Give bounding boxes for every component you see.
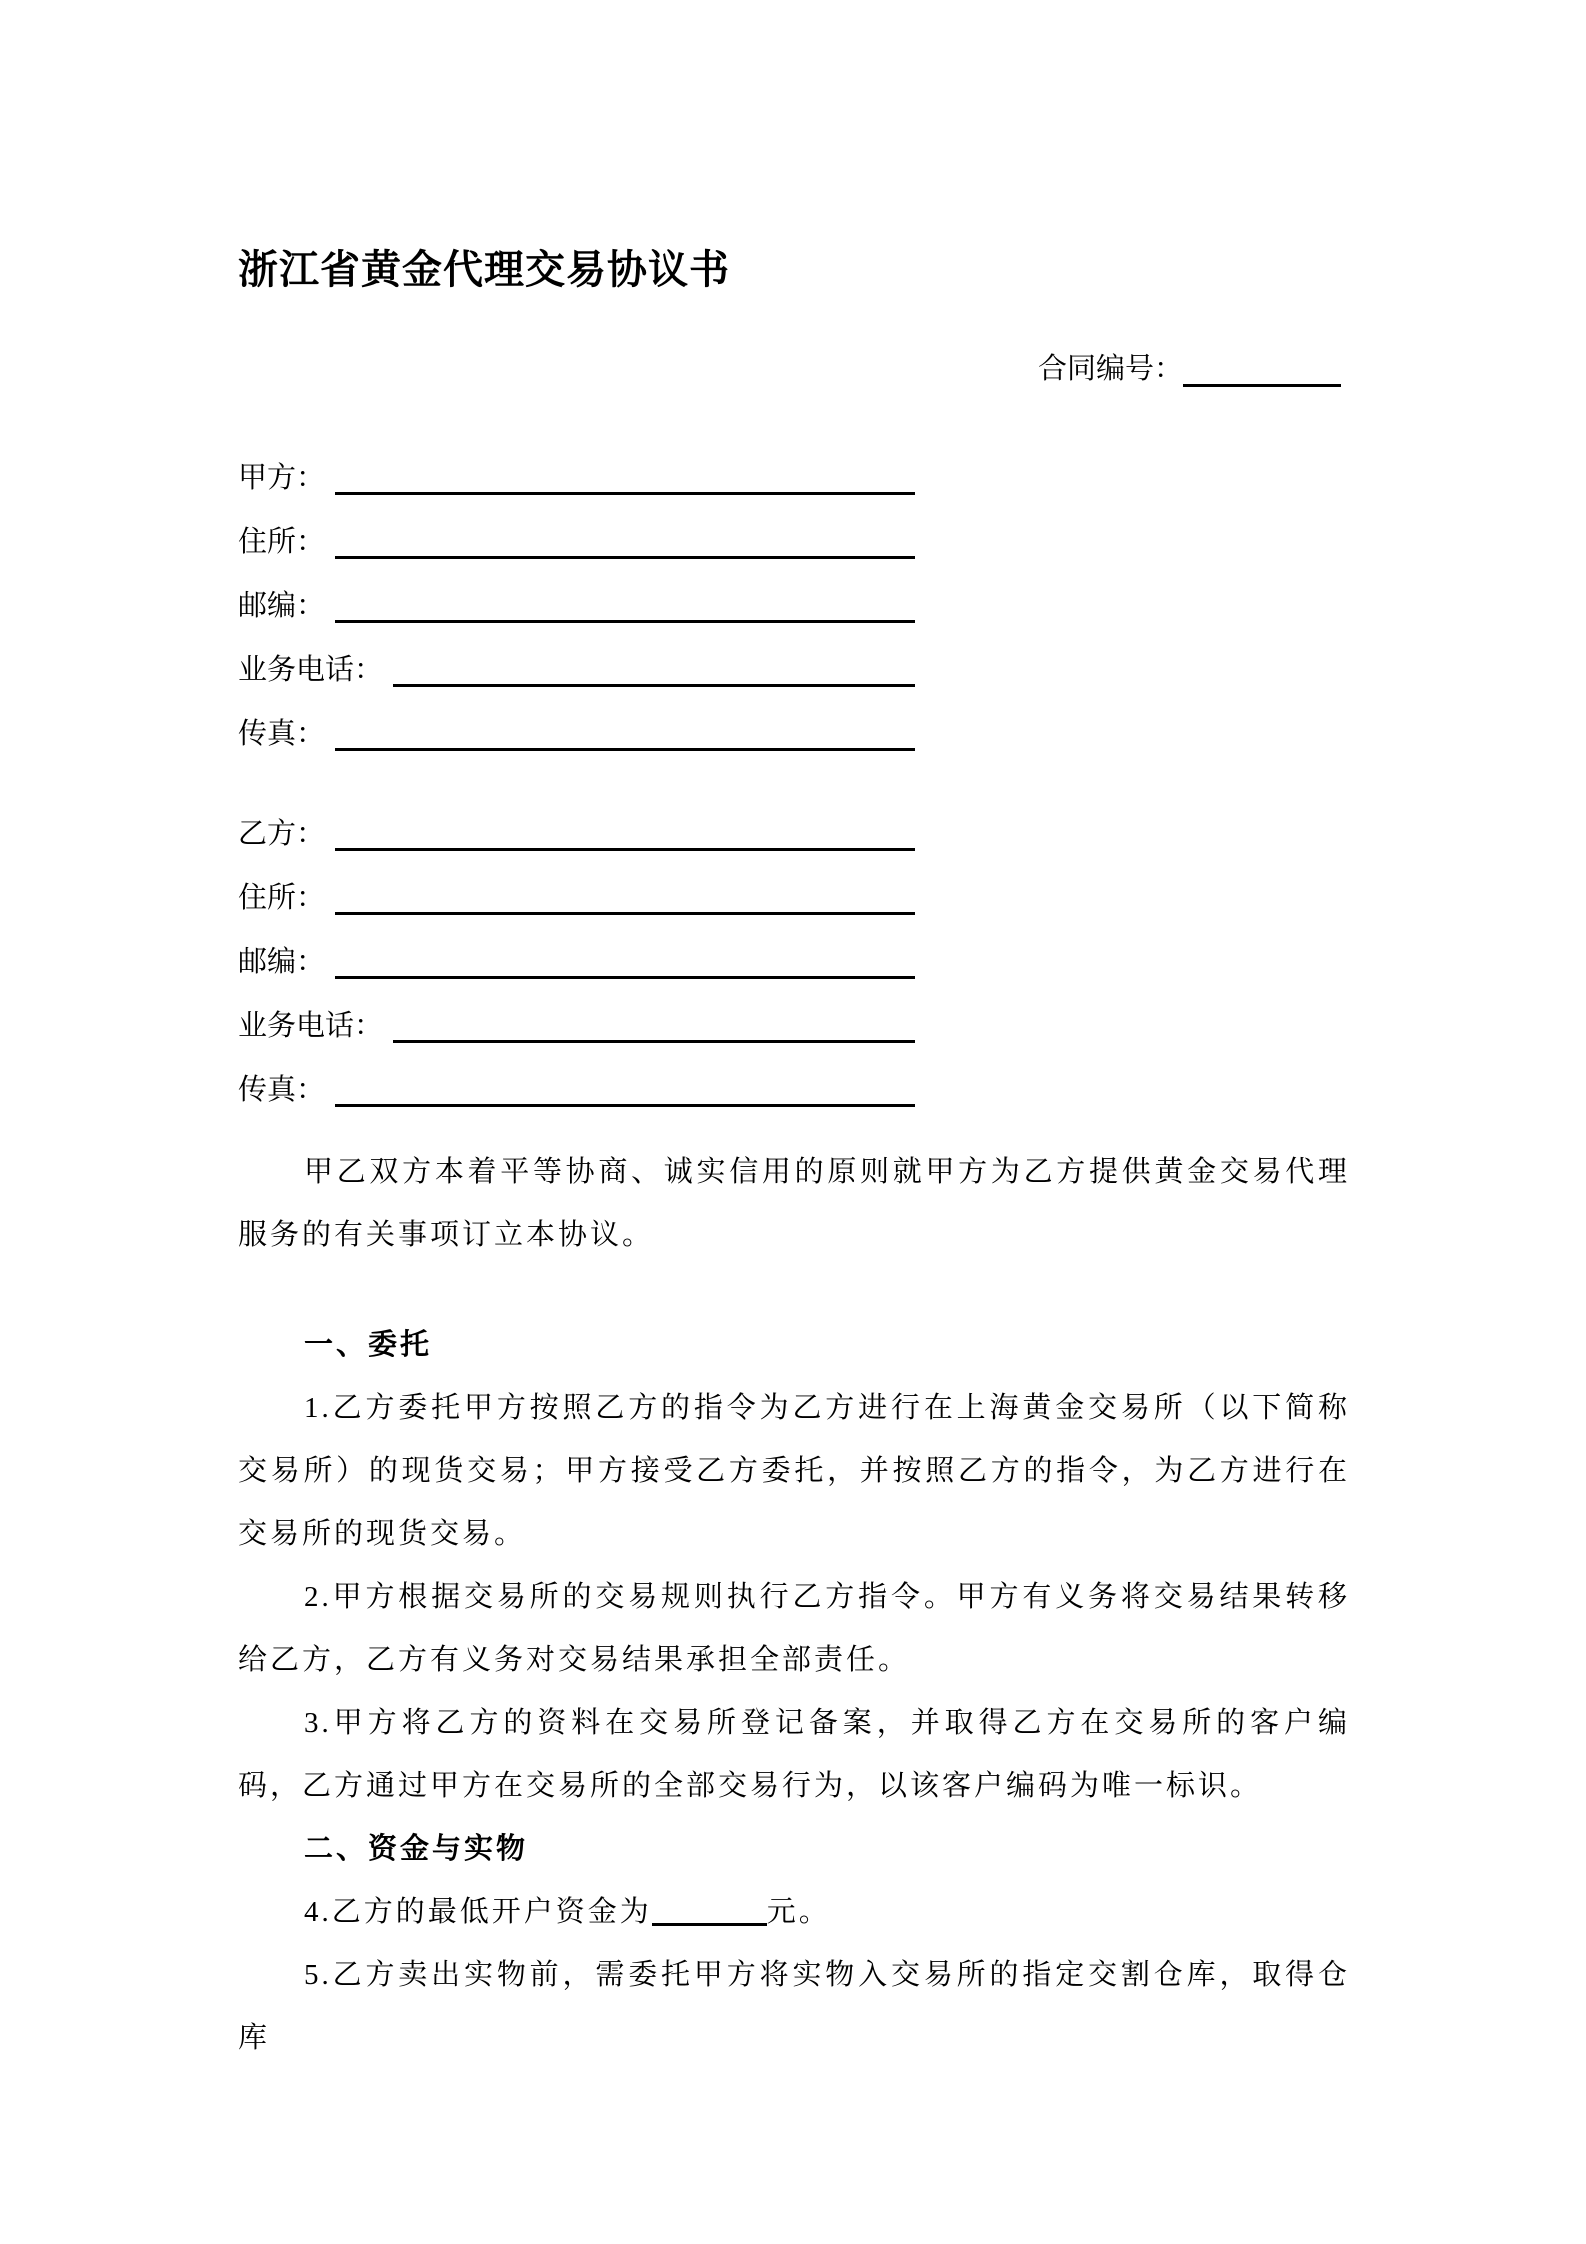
- clause-4-text-before: 4.乙方的最低开户资金为: [304, 1896, 652, 1928]
- intro-paragraph: 甲乙双方本着平等协商、诚实信用的原则就甲方为乙方提供黄金交易代理服务的有关事项订立本协议。: [238, 1156, 1350, 1251]
- party-a-fax-label: 传真：: [238, 718, 326, 750]
- party-b-name-row: [238, 809, 915, 873]
- section-2-heading: 二、资金与实物: [304, 1833, 529, 1865]
- party-a-phone-label: 业务电话：: [238, 654, 384, 686]
- party-a-fax-row: [238, 709, 915, 773]
- party-b-fax-row: [238, 1065, 915, 1129]
- contract-number-row: [1038, 350, 1341, 387]
- contract-number-label: 合同编号：: [1038, 353, 1184, 385]
- party-b-address-row: [238, 873, 915, 937]
- party-b-fax-blank-field[interactable]: [335, 1070, 915, 1107]
- body-text: [238, 1141, 1350, 2070]
- party-b-address-blank-field[interactable]: [335, 878, 915, 915]
- party-b-postcode-blank-field[interactable]: [335, 942, 915, 979]
- party-a-name-label: 甲方：: [238, 462, 326, 494]
- party-a-phone-row: [238, 645, 915, 709]
- party-b-postcode-label: 邮编：: [238, 946, 326, 978]
- party-a-address-label: 住所：: [238, 526, 326, 558]
- party-a-fax-blank-field[interactable]: [335, 714, 915, 751]
- party-b-phone-blank-field[interactable]: [393, 1006, 915, 1043]
- party-b-fields: [238, 809, 915, 1129]
- party-b-address-label: 住所：: [238, 882, 326, 914]
- party-b-phone-row: [238, 1001, 915, 1065]
- party-b-phone-label: 业务电话：: [238, 1010, 384, 1042]
- party-b-postcode-row: [238, 937, 915, 1001]
- contract-number-blank-field[interactable]: [1183, 350, 1341, 387]
- clause-5: 5.乙方卖出实物前，需委托甲方将实物入交易所的指定交割仓库，取得仓库: [238, 1959, 1350, 2054]
- party-a-phone-blank-field[interactable]: [393, 650, 915, 687]
- party-a-address-row: [238, 517, 915, 581]
- party-a-postcode-label: 邮编：: [238, 590, 326, 622]
- party-a-name-row: [238, 453, 915, 517]
- party-b-name-blank-field[interactable]: [335, 814, 915, 851]
- clause-3: 3.甲方将乙方的资料在交易所登记备案，并取得乙方在交易所的客户编码，乙方通过甲方在交易所的全部交易行为，以该客户编码为唯一标识。: [238, 1707, 1350, 1802]
- party-a-address-blank-field[interactable]: [335, 522, 915, 559]
- section-1-heading: 一、委托: [304, 1329, 433, 1361]
- clause-1: 1.乙方委托甲方按照乙方的指令为乙方进行在上海黄金交易所（以下简称交易所）的现货交易；甲方接受乙方委托，并按照乙方的指令，为乙方进行在交易所的现货交易。: [238, 1392, 1350, 1550]
- party-a-fields: [238, 453, 915, 773]
- clause-4-text-after: 元。: [766, 1896, 831, 1928]
- party-a-postcode-row: [238, 581, 915, 645]
- document-title: 浙江省黄金代理交易协议书: [238, 248, 730, 292]
- party-a-postcode-blank-field[interactable]: [335, 586, 915, 623]
- party-a-name-blank-field[interactable]: [335, 458, 915, 495]
- minimum-deposit-blank-field[interactable]: [652, 1897, 767, 1926]
- clause-4: [238, 1881, 1350, 1944]
- party-b-fax-label: 传真：: [238, 1074, 326, 1106]
- party-b-name-label: 乙方：: [238, 818, 326, 850]
- clause-2: 2.甲方根据交易所的交易规则执行乙方指令。甲方有义务将交易结果转移给乙方，乙方有义务对交易结果承担全部责任。: [238, 1581, 1350, 1676]
